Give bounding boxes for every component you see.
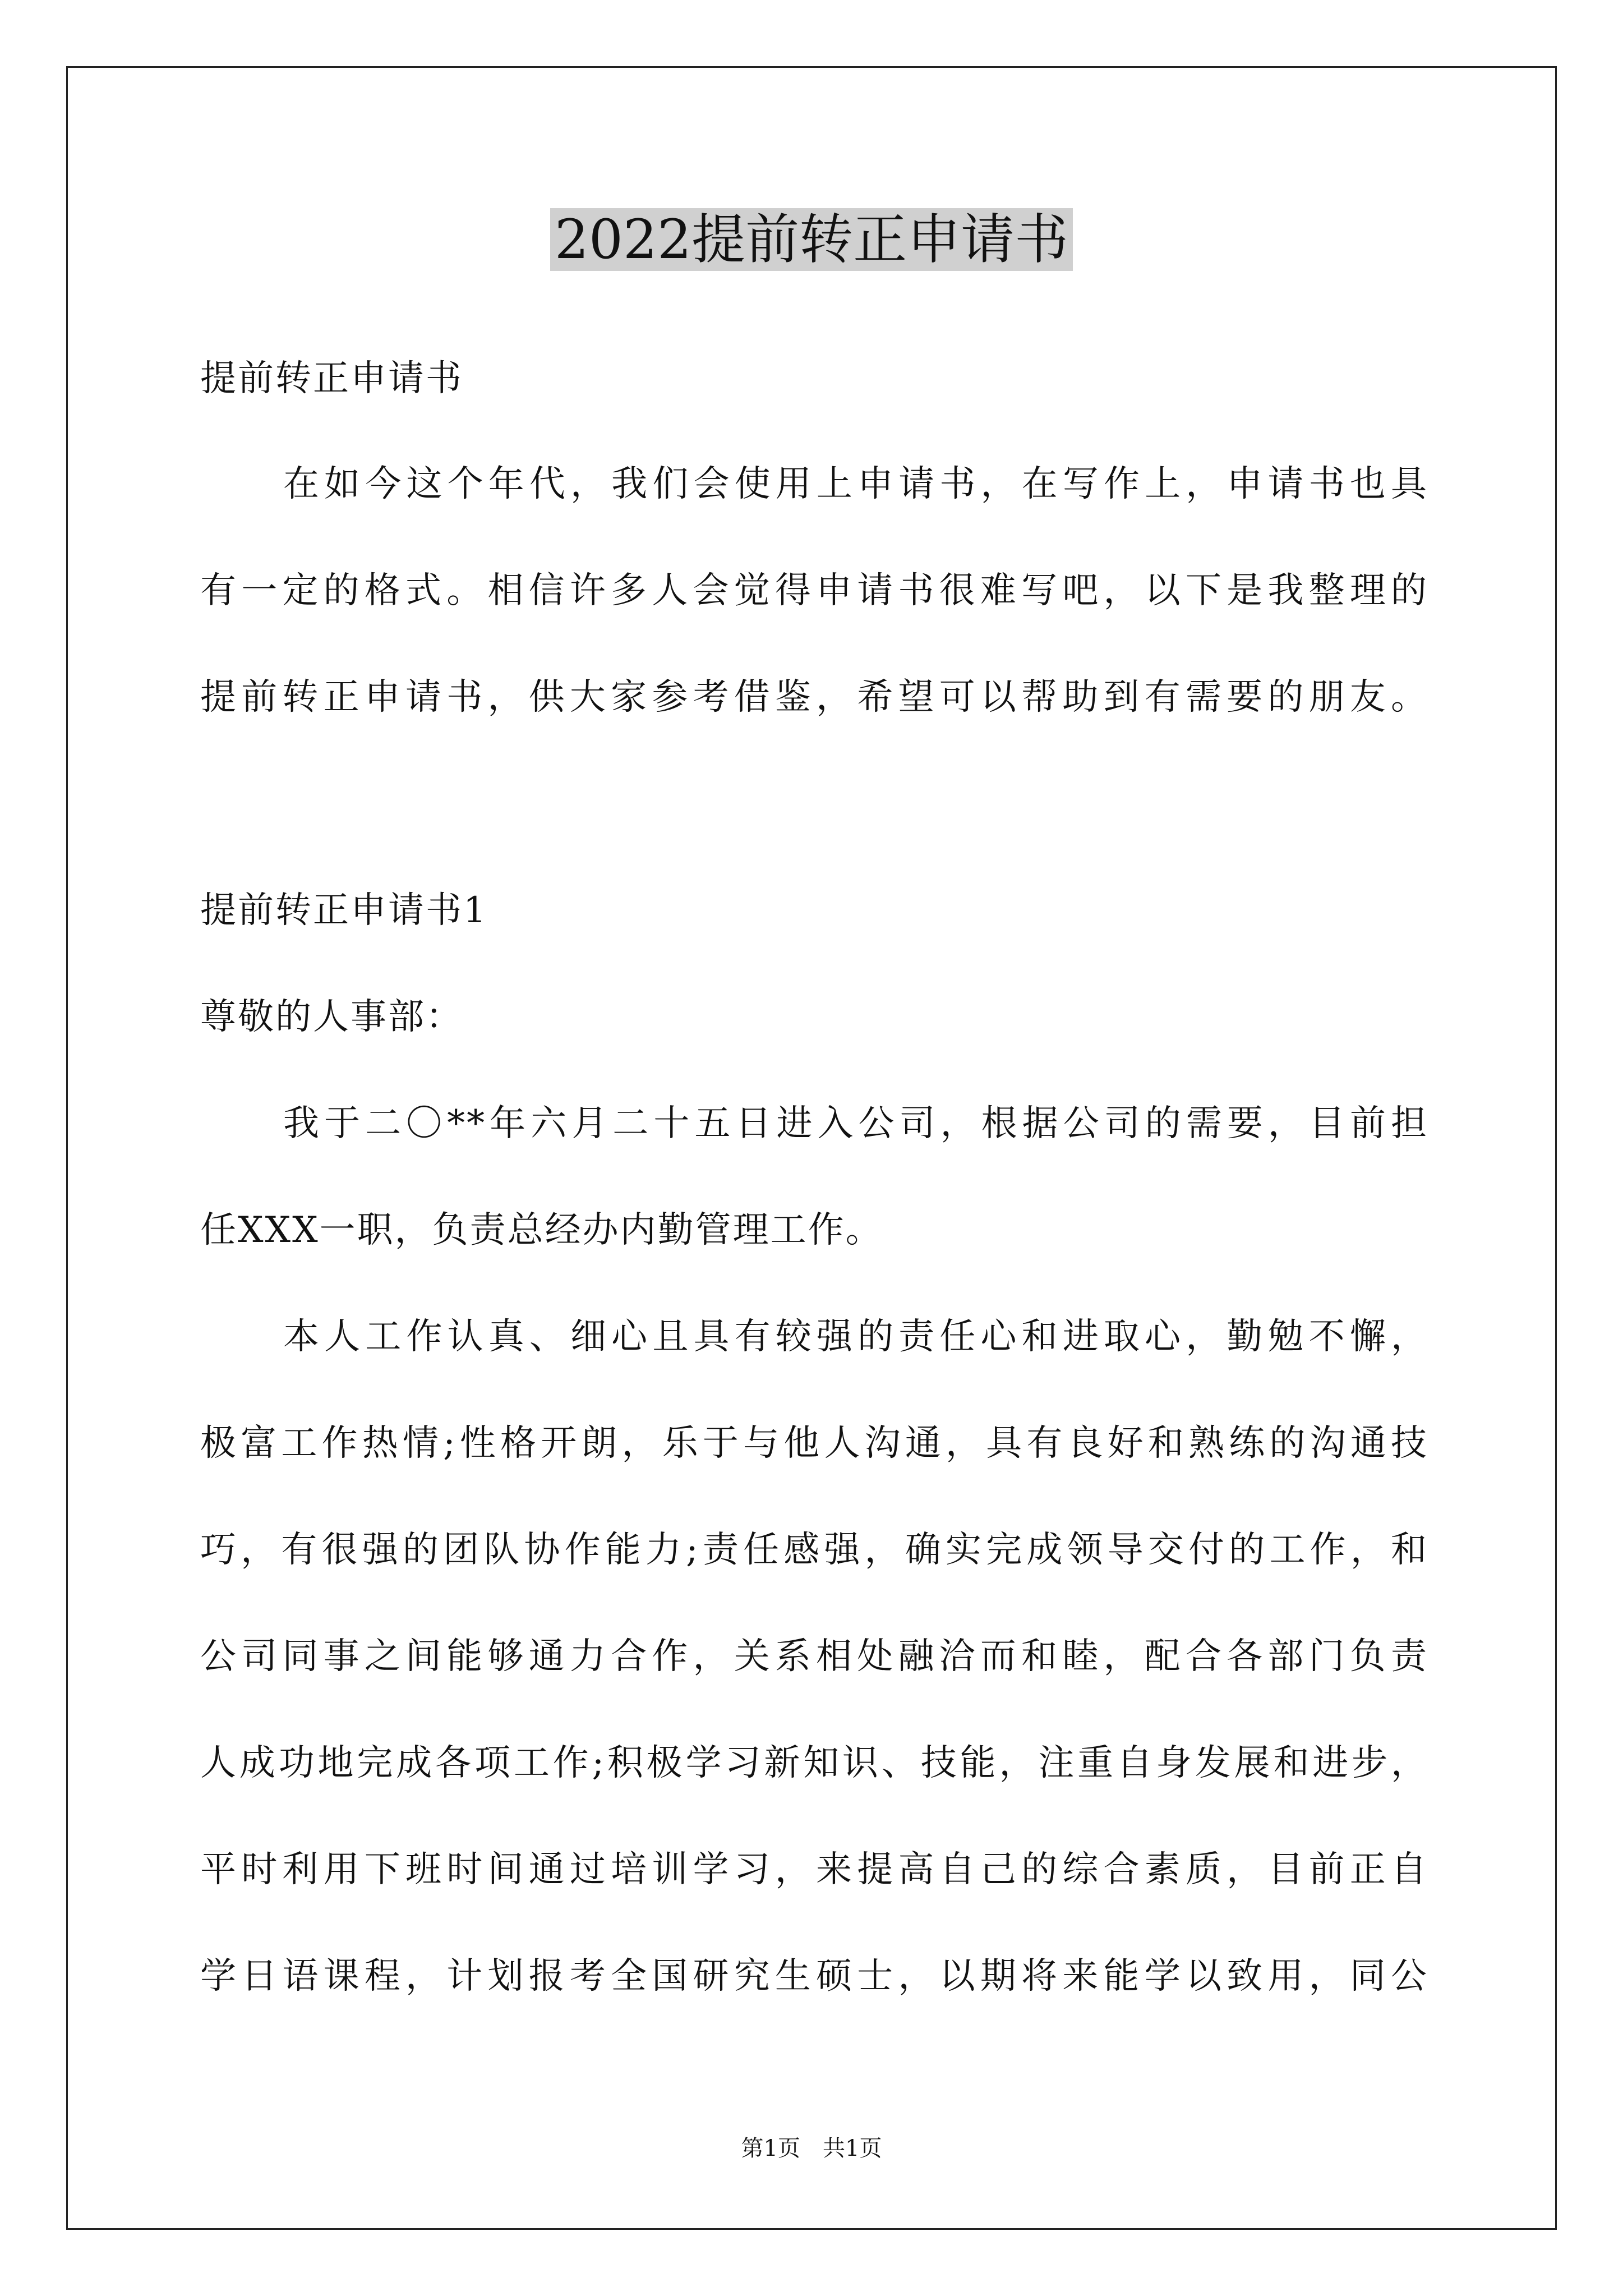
- subtitle: 提前转正申请书: [200, 358, 463, 399]
- section-heading: 提前转正申请书1: [200, 890, 488, 931]
- paragraph-line: 人成功地完成各项工作;积极学习新知识、技能，注重自身发展和进步，: [200, 1742, 1428, 1784]
- paragraph-line: 我于二〇**年六月二十五日进入公司，根据公司的需要，目前担: [283, 1103, 1428, 1144]
- salutation: 尊敬的人事部：: [200, 996, 463, 1038]
- paragraph-line: 本人工作认真、细心且具有较强的责任心和进取心，勤勉不懈，: [283, 1316, 1428, 1358]
- intro-line: 有一定的格式。相信许多人会觉得申请书很难写吧，以下是我整理的: [200, 570, 1428, 611]
- paragraph-line: 公司同事之间能够通力合作，关系相处融洽而和睦，配合各部门负责: [200, 1636, 1428, 1677]
- paragraph-line: 任XXX一职，负责总经办内勤管理工作。: [200, 1209, 883, 1251]
- intro-line: 在如今这个年代，我们会使用上申请书，在写作上，申请书也具: [283, 463, 1428, 505]
- paragraph-line: 平时利用下班时间通过培训学习，来提高自己的综合素质，目前正自: [200, 1849, 1428, 1890]
- paragraph-line: 巧，有很强的团队协作能力;责任感强，确实完成领导交付的工作，和: [200, 1529, 1428, 1571]
- paragraph-line: 学日语课程，计划报考全国研究生硕士，以期将来能学以致用，同公: [200, 1955, 1428, 1997]
- page-footer: 第1页 共1页: [741, 2136, 882, 2161]
- intro-line: 提前转正申请书，供大家参考借鉴，希望可以帮助到有需要的朋友。: [200, 677, 1428, 718]
- paragraph-line: 极富工作热情;性格开朗，乐于与他人沟通，具有良好和熟练的沟通技: [200, 1423, 1428, 1464]
- document-title: 2022提前转正申请书: [0, 203, 1623, 276]
